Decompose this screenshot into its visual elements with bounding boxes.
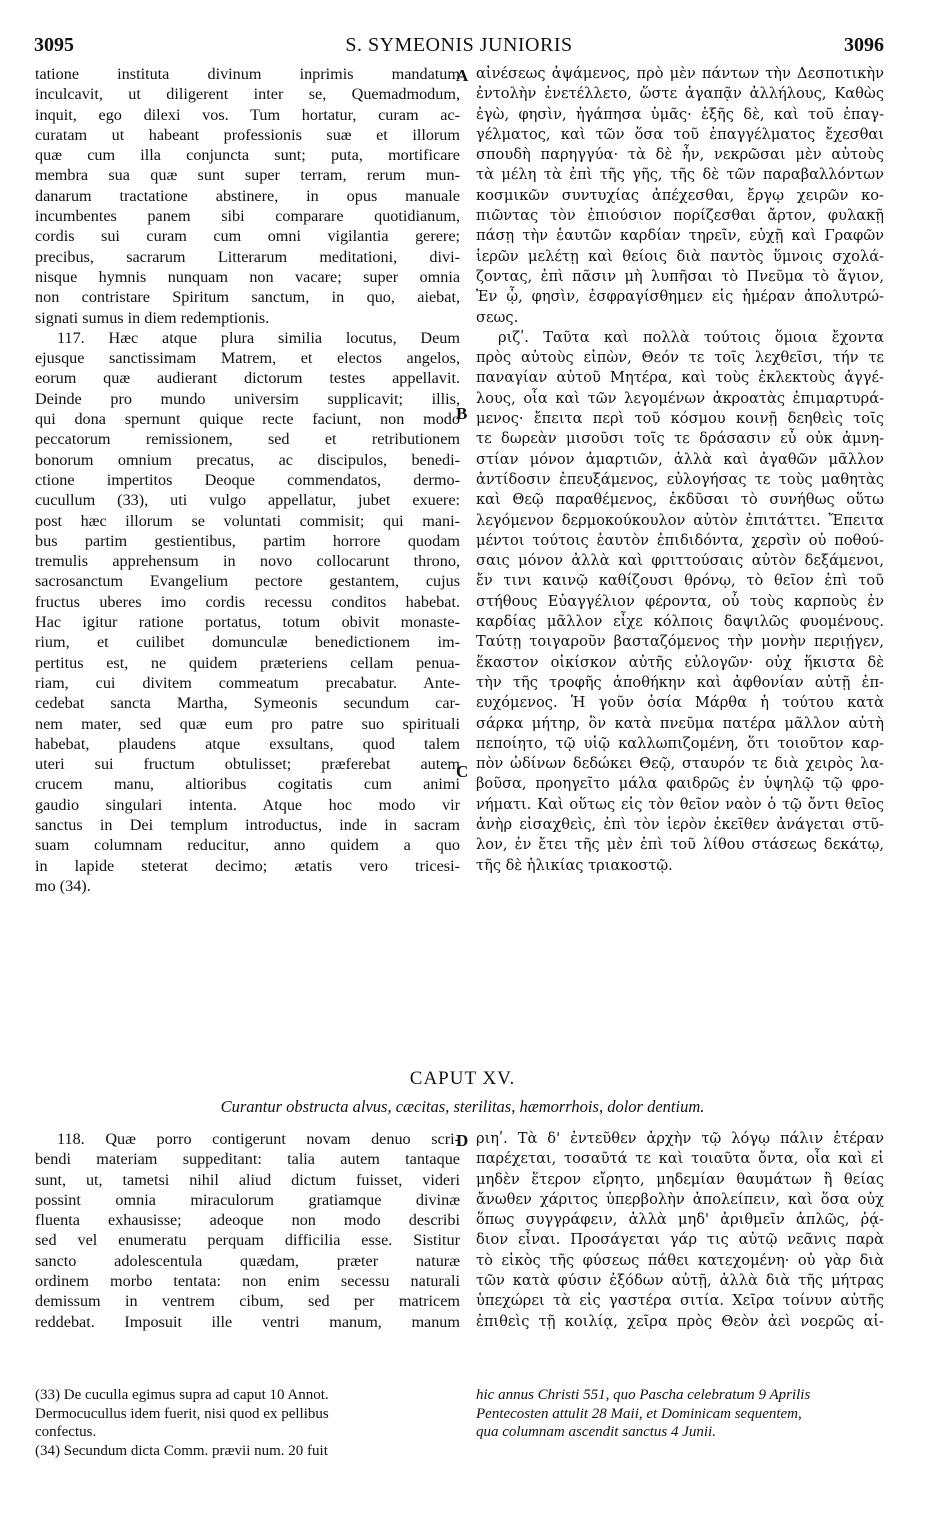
text-line: eorum quæ audierant dictorum testes appellavit. bbox=[35, 369, 460, 388]
text-line: sancto adolescentula quædam, præter naturæ bbox=[35, 1251, 460, 1270]
text-line: fluenta exhausisse; adeoque non modo describi bbox=[35, 1211, 460, 1230]
text-line: signati sumus in diem redemptionis. bbox=[35, 308, 270, 327]
text-line: sunt, ut, tametsi nihil aliud dictum fuisset, videri bbox=[35, 1170, 460, 1189]
footnotes-right bbox=[476, 1386, 884, 1442]
text-line: ευχόμενος. Ἡ γοῦν ὁσία Μάρθα ἡ τούτου κατὰ bbox=[476, 694, 884, 712]
text-line: ἐπιθεὶς τῇ κοιλίᾳ, χεῖρα πρὸς Θεὸν ἀεὶ νοερῶς αἰ- bbox=[476, 1312, 884, 1330]
greek-column-top bbox=[476, 64, 884, 876]
text-line: ὑπεχώρει τὰ εἰς γαστέρα σιτία. Χεῖρα τοίνυν αὐτῆς bbox=[476, 1292, 884, 1310]
text-line: ἐγὼ, φησὶν, ἠγάπησα ὑμᾶς· ἑξῆς δὲ, καὶ τοῦ ἐπαγ- bbox=[476, 105, 884, 123]
text-line: λεγόμενον δερμοκούκουλον αὐτὸν ἐπιτάττει. Ἔπειτα bbox=[476, 511, 884, 529]
text-line: μηδὲν ἕτερον εἴρητο, μηδεμίαν θαυμάτων ἢ θείας bbox=[476, 1170, 884, 1188]
latin-column-bottom bbox=[35, 1129, 460, 1332]
text-line: precibus, sacrarum Litterarum meditationi, divi- bbox=[35, 247, 460, 266]
text-line: τῶν κατὰ φύσιν ἐξόδων αὐτῇ, ἀλλὰ διὰ τῆς μήτρας bbox=[476, 1272, 884, 1290]
column-marker-c: C bbox=[456, 762, 469, 781]
text-line: ἐντολὴν ἐνετέλλετο, ὥστε ἀγαπᾷν ἀλλήλους, Καθὼς bbox=[476, 85, 884, 103]
text-line: pertitus est, ne quidem præteriens cellam penua- bbox=[35, 653, 460, 672]
latin-column-top bbox=[35, 64, 460, 896]
text-line: bus partim gestientibus, partim horrore quodam bbox=[35, 531, 460, 550]
text-line: curatam ut habeant professionis suæ et illorum bbox=[35, 125, 460, 144]
text-line: sed vel enumeratu perquam difficilia esse. Sistitur bbox=[35, 1231, 460, 1250]
paragraph-start-118: 118. Quæ porro contigerunt novam denuo scri- bbox=[57, 1130, 460, 1148]
text-line: ἀντίδοσιν ἐπευξάμενος, εὐλογήσας τε τοὺς μαθητὰς bbox=[476, 470, 884, 488]
text-line: ὅπως συγγράφειν, ἀλλὰ μηδ' ἀριθμεῖν ἁπλῶς, ῥᾴ- bbox=[476, 1211, 884, 1229]
text-line: κοσμικῶν συντυχίας ἀπέχεσθαι, ἔργῳ χειρῶν κο- bbox=[476, 186, 884, 204]
text-line: πεποίητο, τῷ υἱῷ καλλωπιζομένη, ὅτι τοιοῦτον καρ- bbox=[476, 734, 884, 752]
text-line: nem mater, sed quæ eum pro patre suo spirituali bbox=[35, 714, 460, 733]
text-line: ejusque sanctissimam Matrem, et electos angelos, bbox=[35, 349, 460, 368]
text-line: ἔν τινι καινῷ καθίζουσι θρόνῳ, τὸ θεῖον ἐπὶ τοῦ bbox=[476, 572, 884, 590]
text-line: βοῦσα, προηγεῖτο μάλα φαιδρῶς ἐν ὑψηλῷ τῷ φρο- bbox=[476, 775, 884, 793]
text-line: habebat, plaudens atque exsultans, quod talem bbox=[35, 734, 460, 753]
text-line: ἀνὴρ εἰσαχθεὶς, ἐπὶ τὸν ἱερὸν ἐκεῖθεν ἀνάγεται στῦ- bbox=[476, 815, 884, 833]
text-line: σεως. bbox=[476, 308, 519, 326]
text-line: sacrosanctum Evangelium pectore gestantem, cujus bbox=[35, 572, 460, 591]
text-line: Deinde pro mundo universim supplicavit; illis, bbox=[35, 389, 460, 408]
column-marker-b: B bbox=[456, 404, 468, 423]
text-line: riam, cui divitem commeatum precabatur. Ante- bbox=[35, 673, 460, 692]
chapter-title: CAPUT XV. bbox=[409, 1068, 516, 1089]
text-line: rium, et cuilibet domunculæ benedictionem im- bbox=[35, 633, 460, 652]
text-line: στήθους Εὐαγγέλιον φέροντα, οὗ τοὺς καρποὺς ἐν bbox=[476, 592, 884, 610]
text-line: peccatorum remissionem, sed et retributionem bbox=[35, 430, 460, 449]
column-marker-d: D bbox=[456, 1131, 469, 1150]
text-line: σαις μόνον ἀλλὰ καὶ φριττούσαις αὐτὸν δεξάμενοι, bbox=[476, 552, 884, 570]
text-line: in lapide steterat decimo; ætatis vero tricesi- bbox=[35, 856, 460, 875]
text-line: post hæc illorum se voluntati commisit; qui mani- bbox=[35, 511, 460, 530]
text-line: bendi materiam suppeditant: talia autem tantaque bbox=[35, 1150, 460, 1169]
text-line: τῆς δὲ ἡλικίας τριακοστῷ. bbox=[476, 856, 673, 874]
footnotes-left bbox=[35, 1386, 460, 1460]
text-line: πιῶντας τὸν ἐπιούσιον πορίζεσθαι ἄρτον, φυλακῇ bbox=[476, 207, 884, 225]
paragraph-start-117: 117. Hæc atque plura similia locutus, Deum bbox=[57, 328, 460, 347]
text-line: νήματι. Καὶ οὕτως εἰς τὸν θεῖον ναὸν ὁ τῷ ὄντι θεῖος bbox=[476, 795, 884, 813]
text-line: non contristare Spiritum sanctum, in quo, aiebat, bbox=[35, 288, 460, 307]
text-line: reddebat. Imposuit ille ventri manum, manum bbox=[35, 1312, 460, 1331]
text-line: τὴν τῆς τροφῆς ἀποθήκην καὶ ἀφθονίαν αὐτῇ ἐπ- bbox=[476, 673, 884, 691]
text-line: τὸ εἰκὸς τῆς φύσεως πάθει κατεχομένη· οὐ γὰρ διὰ bbox=[476, 1251, 884, 1269]
paragraph-start-117-greek: ριζʹ. Ταῦτα καὶ πολλὰ τούτοις ὅμοια ἔχοντα bbox=[498, 328, 884, 346]
text-line: Ἐν ᾧ, φησὶν, ἐσφραγίσθημεν εἰς ἡμέραν ἀπολυτρώ- bbox=[476, 288, 884, 306]
text-line: crucem manu, altioribus cogitatis cum animi bbox=[35, 775, 460, 794]
text-line: nisque hymnis nunquam non vacare; super omnia bbox=[35, 267, 460, 286]
text-line: danarum tractatione abstinere, in opus manuale bbox=[35, 186, 460, 205]
text-line: membra sua quæ sunt super terram, rerum mun- bbox=[35, 166, 460, 185]
footnote-line: hic annus Christi 551, quo Pascha celebratum 9 Aprilis bbox=[476, 1387, 811, 1403]
text-line: tremulis apprehensum in novo collocarunt throno, bbox=[35, 552, 460, 571]
text-line: λους, οἷα καὶ τῶν λεγομένων ἀκροατὰς ἐπιμαρτυρά- bbox=[476, 389, 884, 407]
text-line: possint omnia miraculorum gratiamque divinæ bbox=[35, 1190, 460, 1209]
footnote-line: confectus. bbox=[35, 1424, 97, 1440]
footnote-34: (34) Secundum dicta Comm. prævii num. 20 fuit bbox=[35, 1442, 328, 1459]
text-line: πάσῃ τὴν ἑαυτῶν καρδίαν τηρεῖν, εὐχῇ καὶ Γραφῶν bbox=[476, 227, 884, 245]
text-line: πρὸς αὐτοὺς εἰπὼν, Θεόν τε τοῖς λεχθεῖσι, τήν τε bbox=[476, 349, 884, 367]
text-line: cucullum (33), uti vulgo appellatur, jubet exuere: bbox=[35, 491, 460, 510]
text-line: inquit, ego dilexi vos. Tum hortatur, curam ac- bbox=[35, 105, 460, 124]
text-line: πὸν ὠδίνων δεδώκει Θεῷ, σταυρόν τε διὰ χειρὸς λα- bbox=[476, 755, 884, 773]
text-line: παναγίαν αὐτοῦ Μητέρα, καὶ τοὺς ἐκλεκτοὺς ἀγγέ- bbox=[476, 369, 884, 387]
text-line: λον, ἐν ἔτει τῆς μὲν ἐπὶ τοῦ λίθου στάσεως δεκάτῳ, bbox=[476, 836, 884, 854]
text-line: ἄνωθεν χάριτος ὑπερβολὴν ἀπολείπειν, καὶ ὅσα οὐχ bbox=[476, 1190, 884, 1208]
column-marker-a: A bbox=[456, 66, 469, 85]
text-line: σπουδὴ παρηγγύα· τὰ δὲ ἦν, νεκρῶσαι μὲν αὐτοὺς bbox=[476, 146, 884, 164]
text-line: gaudio singulari intenta. Atque hoc modo vir bbox=[35, 795, 460, 814]
greek-column-bottom bbox=[476, 1129, 884, 1332]
text-line: σάρκα μήτηρ, ὃν κατὰ πνεῦμα πατέρα μᾶλλον αὐτὴ bbox=[476, 714, 884, 732]
text-line: τὰ μέλη τὰ ἐπὶ τῆς γῆς, τῆς δὲ τῶν παραβαλλόντων bbox=[476, 166, 884, 184]
text-line: fructus uberes imo cordis recessu conditos habebat. bbox=[35, 592, 460, 611]
text-line: bonorum omnium precatus, ac discipulos, benedi- bbox=[35, 450, 460, 469]
text-line: παρέχεται, τοσαῦτά τε καὶ τοιαῦτα ὄντα, οἷα καὶ εἰ bbox=[476, 1150, 884, 1168]
page-number-left: 3095 bbox=[34, 34, 74, 56]
text-line: ordinem morbo tentata: non enim secessu naturali bbox=[35, 1272, 460, 1291]
text-line: ριηʹ. Τὰ δ' ἐντεῦθεν ἀρχὴν τῷ λόγῳ πάλιν ἑτέραν bbox=[476, 1130, 884, 1147]
footnote-line: Pentecosten attulit 28 Maii, et Dominicam sequentem, bbox=[476, 1405, 802, 1422]
text-line: sanctus in Dei templum introductus, inde in sacram bbox=[35, 815, 460, 834]
text-line: αἰνέσεως ἀψάμενος, πρὸ μὲν πάντων τὴν Δεσποτικὴν bbox=[476, 65, 884, 82]
text-line: quæ cum illa conjuncta sunt; puta, mortificare bbox=[35, 146, 460, 165]
text-line: cordis sui curam cum omni vigilantia gerere; bbox=[35, 227, 460, 246]
page-number-right: 3096 bbox=[844, 34, 884, 56]
text-line: uteri sui fructum obtulisset; præferebat autem bbox=[35, 755, 460, 774]
text-line: cedebat sancta Martha, Symeonis secundum car- bbox=[35, 694, 460, 713]
text-line: γέλματος, καὶ τῶν ὅσα τοῦ ἐπαγγέλματος ἔχεσθαι bbox=[476, 125, 884, 143]
text-line: suam columnam reducitur, anno quidem a quo bbox=[35, 836, 460, 855]
text-line: Hac igitur ratione portatus, totum obivit monaste- bbox=[35, 613, 460, 632]
text-line: mo (34). bbox=[35, 876, 91, 895]
text-line: ἕκαστον οἰκίσκον αὐτῆς εὐλογῶν· οὐχ ἥκιστα δὲ bbox=[476, 653, 884, 671]
text-line: τε δωρεὰν μισοῦσι τοῖς τε δράσασιν εὖ οὐκ ἀμνη- bbox=[476, 430, 884, 448]
text-line: διον εἶναι. Προσάγεται γάρ τις αὐτῷ νεᾶνις παρὰ bbox=[476, 1231, 884, 1249]
text-line: ἱερῶν μελέτῃ καὶ θείοις διὰ παντὸς ὕμνοις σχολά- bbox=[476, 247, 884, 265]
running-title: S. SYMEONIS JUNIORIS bbox=[345, 34, 573, 56]
text-line: μέντοι τούτοις ἑαυτὸν ἐπιδιδόντα, χερσὶν οὐ ποθού- bbox=[476, 531, 884, 549]
footnote-line: Dermocucullus idem fuerit, nisi quod ex pellibus bbox=[35, 1405, 329, 1422]
page-header bbox=[34, 34, 884, 60]
text-line: καὶ Θεῷ παραθέμενος, ἐκδῦσαι τὸ συνήθως οὕτω bbox=[476, 491, 884, 509]
text-line: ζοντας, ἐπὶ πᾶσιν μὴ λυπῆσαι τὸ Πνεῦμα τὸ ἅγιον, bbox=[476, 267, 884, 285]
chapter-subtitle: Curantur obstructa alvus, cæcitas, sterilitas, hæmorrhois, dolor dentium. bbox=[220, 1097, 705, 1116]
text-line: tatione instituta divinum inprimis mandatum bbox=[35, 65, 460, 83]
text-line: inculcavit, ut diligerent inter se, Quemadmodum, bbox=[35, 85, 460, 104]
text-line: qui dona spernunt quique recte faciunt, non modo bbox=[35, 410, 460, 429]
text-line: incumbentes panem sibi comparare quotidianum, bbox=[35, 207, 460, 226]
footnote-33: (33) De cuculla egimus supra ad caput 10 Annot. bbox=[35, 1387, 329, 1403]
text-line: Ταύτῃ τοιγαροῦν βασταζόμενος τὴν μονὴν περιῄγεν, bbox=[476, 633, 884, 651]
text-line: στίαν μόνον ἁμαρτιῶν, ἀλλὰ καὶ ἀγαθῶν μᾶλλον bbox=[476, 450, 884, 468]
text-line: μενος· ἔπειτα περὶ τοῦ κόσμου κοινῇ δεηθεὶς τοῖς bbox=[476, 410, 884, 428]
footnote-line: qua columnam ascendit sanctus 4 Junii. bbox=[476, 1424, 716, 1440]
text-line: καρδίας μᾶλλον εἶχε κόλποις δαψιλῶς φυομένους. bbox=[476, 613, 884, 631]
text-line: demissum in ventrem cibum, sed per matricem bbox=[35, 1292, 460, 1311]
text-line: ctione impertitos Deoque commendatos, dermo- bbox=[35, 470, 460, 489]
